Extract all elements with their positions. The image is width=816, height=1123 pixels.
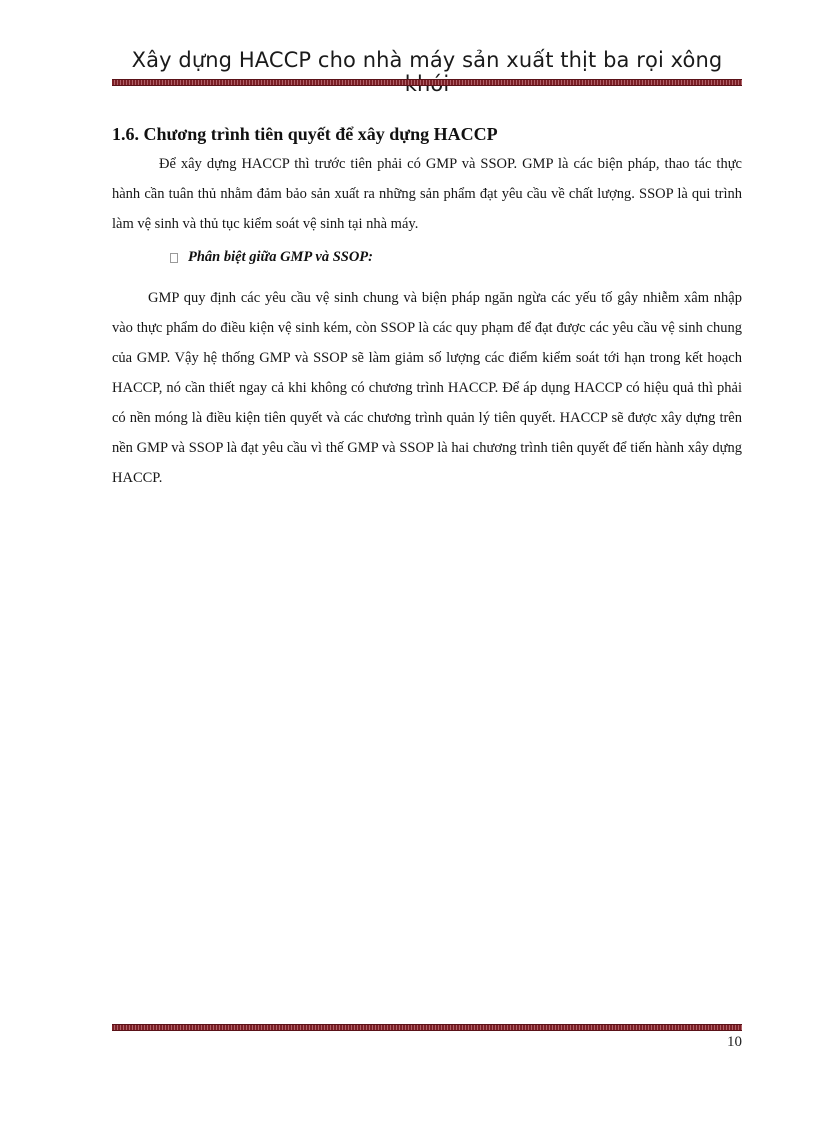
square-bullet-icon — [170, 253, 178, 263]
intro-paragraph: Để xây dựng HACCP thì trước tiên phải có GMP và SSOP. GMP là các biện pháp, thao tác thực hành cần tuân thủ nhằm đảm bảo sản xuất ra những sản phẩm đạt yêu cầu về chất lượng. SSOP là qui trình làm vệ sinh và thủ tục kiểm soát vệ sinh tại nhà máy. — [112, 156, 742, 232]
page-header-title: Xây dựng HACCP cho nhà máy sản xuất thịt ba rọi xông — [131, 48, 723, 72]
bullet-label: Phân biệt giữa GMP và SSOP: — [188, 249, 373, 265]
bullet-item — [170, 249, 373, 266]
section-heading: 1.6. Chương trình tiên quyết để xây dựng HACCP — [112, 124, 498, 144]
footer-divider — [112, 1024, 742, 1031]
body-paragraph: GMP quy định các yêu cầu vệ sinh chung và biện pháp ngăn ngừa các yếu tố gây nhiễm xâm nhập vào thực phẩm do điều kiện vệ sinh kém, còn SSOP là các quy phạm để đạt được các yêu cầu vệ sinh chung của GMP. Vậy hệ thống GMP và SSOP sẽ làm giảm số lượng các điểm kiểm soát tới hạn trong kết hoạch HACCP, nó cần thiết ngay cả khi không có chương trình HACCP. Để áp dụng HACCP có hiệu quả thì phải có nền móng là điều kiện tiên quyết và các chương trình quản lý tiên quyết. HACCP sẽ được xây dựng trên nền GMP và SSOP là đạt yêu cầu vì thế GMP và SSOP là hai chương trình tiên quyết để tiến hành xây dựng HACCP. — [112, 290, 742, 486]
page-number: 10 — [727, 1034, 742, 1050]
header-divider — [112, 79, 742, 86]
